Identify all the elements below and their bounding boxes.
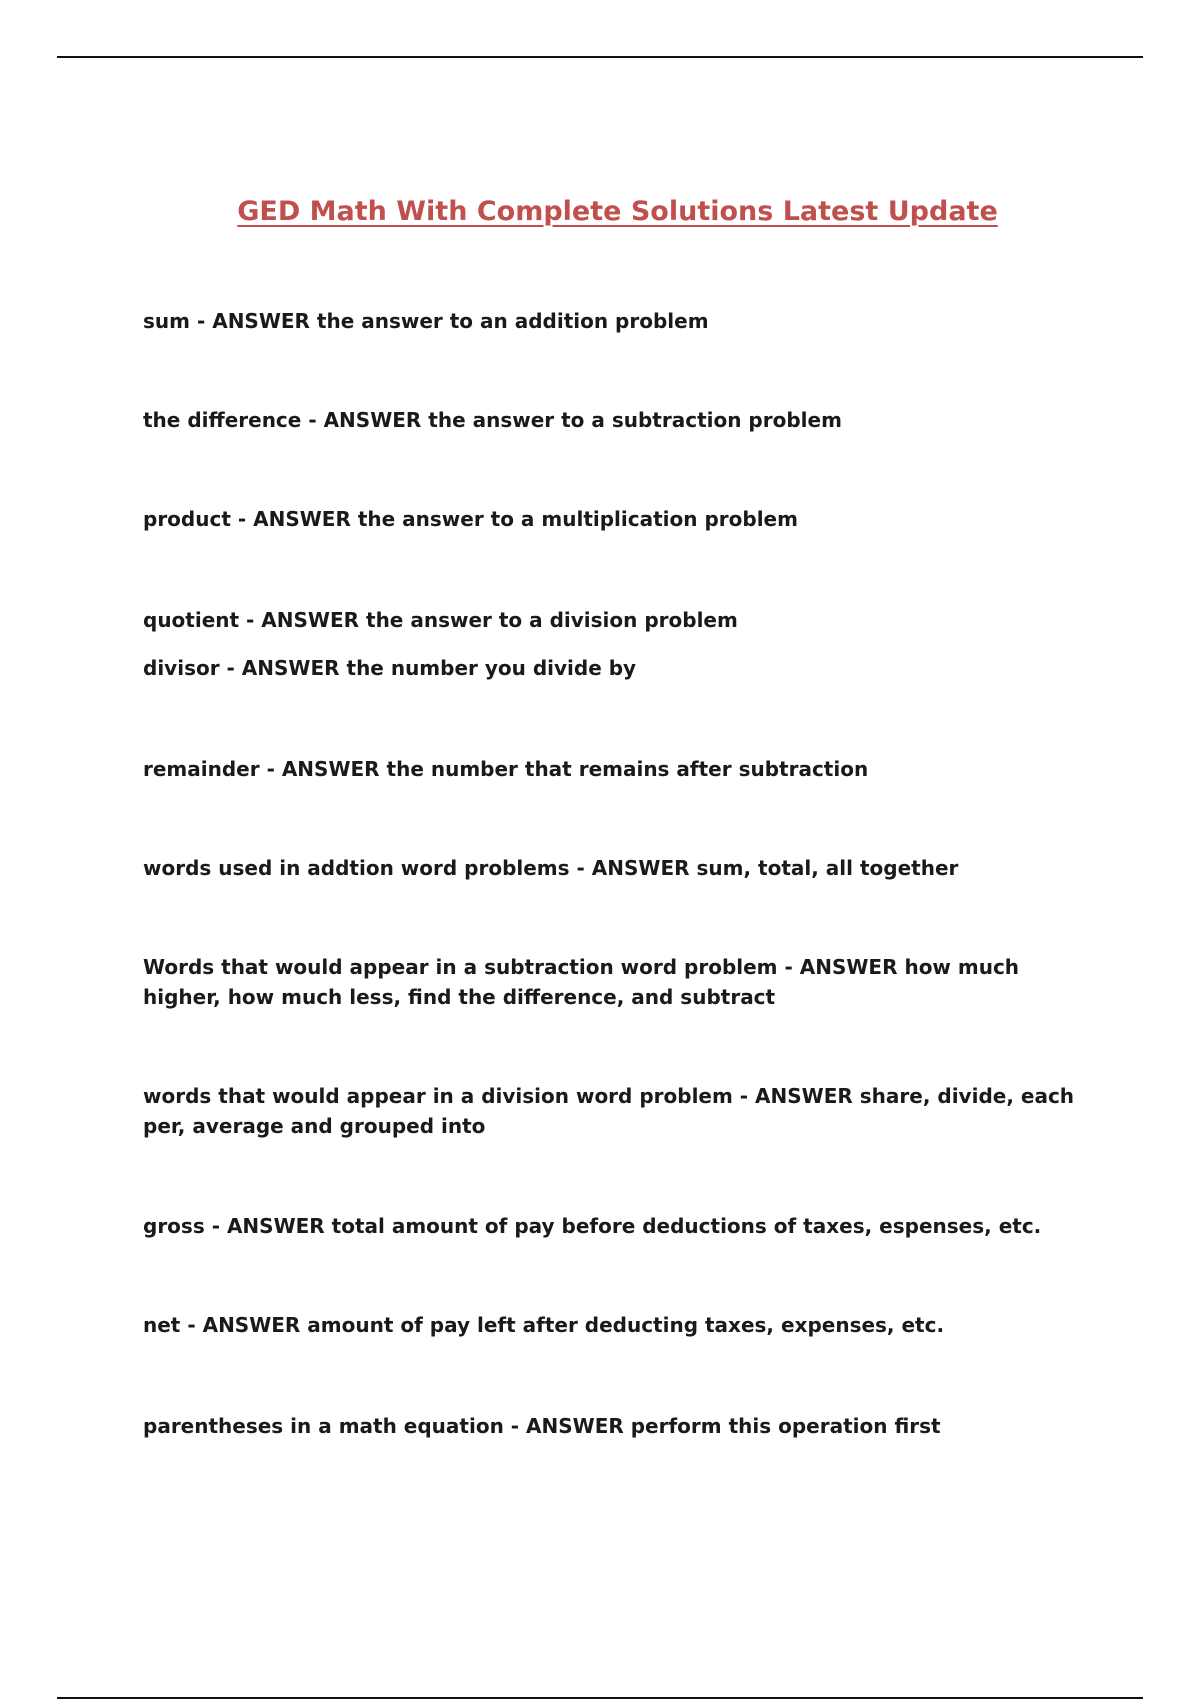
entry-quotient: quotient - ANSWER the answer to a division problem (143, 608, 738, 632)
entry-gross: gross - ANSWER total amount of pay before deductions of taxes, espenses, etc. (143, 1214, 1042, 1238)
entry-product: product - ANSWER the answer to a multiplication problem (143, 507, 798, 531)
entry-remainder: remainder - ANSWER the number that remains after subtraction (143, 757, 869, 781)
entry-difference: the difference - ANSWER the answer to a subtraction problem (143, 408, 842, 432)
entry-divisor: divisor - ANSWER the number you divide by (143, 656, 637, 680)
entry-subtraction-words: Words that would appear in a subtraction word problem - ANSWER how much higher, how much less, find the difference, and subtract (143, 955, 1020, 1009)
top-rule (57, 56, 1143, 58)
document-title: GED Math With Complete Solutions Latest Update (237, 196, 998, 227)
bottom-rule (57, 1697, 1143, 1699)
entry-sum: sum - ANSWER the answer to an addition problem (143, 309, 709, 333)
entry-net: net - ANSWER amount of pay left after deducting taxes, expenses, etc. (143, 1313, 945, 1337)
entry-division-words: words that would appear in a division word problem - ANSWER share, divide, each per, average and grouped into (143, 1084, 1075, 1138)
entry-addition-words: words used in addtion word problems - ANSWER sum, total, all together (143, 856, 959, 880)
entry-parentheses: parentheses in a math equation - ANSWER perform this operation first (143, 1414, 941, 1438)
